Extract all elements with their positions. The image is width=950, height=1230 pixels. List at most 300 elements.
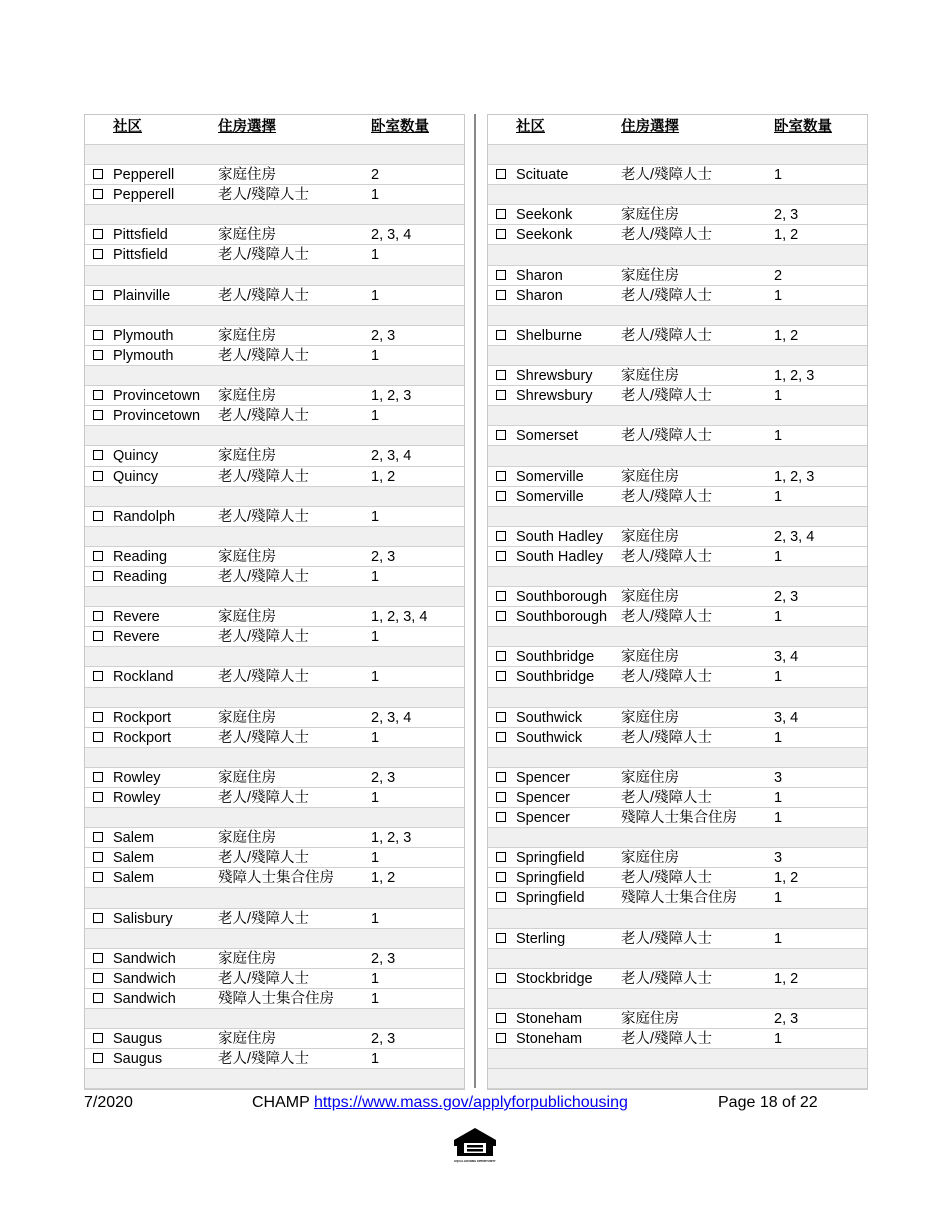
spacer-row	[488, 949, 867, 969]
town-name: Pittsfield	[113, 247, 168, 264]
checkbox[interactable]	[93, 792, 103, 802]
bedroom-count: 2, 3, 4	[774, 528, 815, 545]
bedroom-count: 1, 2, 3	[371, 388, 412, 405]
bedroom-count: 2, 3	[371, 1031, 396, 1048]
bedroom-count: 1	[774, 609, 783, 626]
bedroom-count: 3, 4	[774, 649, 799, 666]
checkbox[interactable]	[496, 390, 506, 400]
checkbox[interactable]	[496, 611, 506, 621]
table-row	[85, 627, 464, 647]
checkbox[interactable]	[496, 290, 506, 300]
table-row	[488, 728, 867, 748]
bedroom-count: 2, 3, 4	[371, 227, 412, 244]
bedroom-count: 1	[371, 970, 380, 987]
housing-type: 老人/殘障人士	[621, 790, 713, 806]
housing-type: 老人/殘障人士	[621, 327, 713, 344]
town-name: Plymouth	[113, 327, 174, 344]
housing-type: 家庭住房	[621, 528, 679, 545]
bedroom-count: 1	[774, 890, 783, 907]
table-row	[488, 326, 867, 346]
checkbox[interactable]	[93, 611, 103, 621]
bedroom-count: 2, 3	[371, 950, 396, 967]
checkbox[interactable]	[496, 229, 506, 239]
checkbox[interactable]	[496, 812, 506, 822]
bedroom-count: 1	[774, 488, 783, 505]
table-row	[85, 989, 464, 1009]
checkbox[interactable]	[93, 471, 103, 481]
checkbox[interactable]	[93, 290, 103, 300]
housing-type: 老人/殘障人士	[621, 388, 713, 405]
housing-type: 老人/殘障人士	[621, 428, 713, 445]
table-row	[488, 467, 867, 487]
bedroom-count: 1	[774, 548, 783, 565]
bedroom-count: 1	[774, 428, 783, 445]
bedroom-count: 1, 2	[774, 327, 799, 344]
housing-type: 家庭住房	[218, 327, 276, 344]
checkbox[interactable]	[496, 973, 506, 983]
town-name: Sandwich	[113, 990, 176, 1007]
housing-type: 老人/殘障人士	[218, 568, 310, 585]
bedroom-count: 1, 2, 3, 4	[371, 609, 428, 626]
bedroom-count: 1, 2	[371, 870, 396, 887]
town-name: Springfield	[516, 890, 585, 907]
housing-type: 老人/殘障人士	[218, 850, 310, 867]
page-number: Page 18 of 22	[718, 1094, 818, 1111]
bedroom-count: 1	[371, 568, 380, 585]
town-name: Southborough	[516, 609, 608, 626]
table-row	[488, 969, 867, 989]
town-name: Stoneham	[516, 1011, 583, 1028]
town-name: Pittsfield	[113, 227, 168, 244]
bedroom-count: 1	[774, 790, 783, 806]
spacer-row	[488, 828, 867, 848]
checkbox[interactable]	[496, 933, 506, 943]
housing-type: 老人/殘障人士	[621, 669, 713, 686]
town-name: Salisbury	[113, 910, 173, 927]
checkbox[interactable]	[93, 1053, 103, 1063]
checkbox[interactable]	[496, 491, 506, 501]
checkbox[interactable]	[93, 551, 103, 561]
table-row	[85, 788, 464, 808]
town-name: Revere	[113, 609, 160, 626]
town-name: Shrewsbury	[516, 388, 593, 405]
table-row	[488, 808, 867, 828]
town-name: Somerville	[516, 468, 584, 485]
table-row	[488, 1029, 867, 1049]
housing-type: 老人/殘障人士	[621, 488, 713, 505]
spacer-row	[85, 306, 464, 326]
town-name: Randolph	[113, 508, 176, 525]
checkbox[interactable]	[93, 732, 103, 742]
table-row	[488, 386, 867, 406]
table-row	[85, 949, 464, 969]
town-name: Spencer	[516, 769, 571, 786]
checkbox[interactable]	[93, 169, 103, 179]
checkbox[interactable]	[93, 249, 103, 259]
checkbox[interactable]	[496, 712, 506, 722]
checkbox[interactable]	[93, 410, 103, 420]
housing-type: 殘障人士集合住房	[621, 810, 737, 827]
town-name: Plainville	[113, 287, 171, 304]
housing-type: 家庭住房	[218, 830, 276, 847]
table-row	[85, 708, 464, 728]
town-name: South Hadley	[516, 528, 604, 545]
housing-type: 老人/殘障人士	[218, 790, 310, 806]
spacer-row	[85, 808, 464, 828]
town-name: Sandwich	[113, 950, 176, 967]
checkbox[interactable]	[93, 390, 103, 400]
spacer-row	[488, 748, 867, 768]
housing-type: 殘障人士集合住房	[218, 990, 334, 1007]
spacer-row	[488, 989, 867, 1009]
spacer-row	[488, 507, 867, 527]
bedroom-count: 1, 2, 3	[371, 830, 412, 847]
checkbox[interactable]	[496, 591, 506, 601]
checkbox[interactable]	[93, 993, 103, 1003]
table-row	[85, 446, 464, 466]
bedroom-count: 2, 3	[371, 327, 396, 344]
table-row	[488, 527, 867, 547]
checkbox[interactable]	[93, 189, 103, 199]
housing-type: 家庭住房	[218, 709, 276, 726]
town-name: Spencer	[516, 790, 571, 806]
table-row	[488, 1009, 867, 1029]
table-row	[488, 788, 867, 808]
checkbox[interactable]	[496, 651, 506, 661]
housing-type: 家庭住房	[218, 167, 276, 184]
checkbox[interactable]	[496, 792, 506, 802]
equal-housing-opportunity-icon	[451, 1126, 499, 1166]
checkbox[interactable]	[496, 671, 506, 681]
bedroom-count: 1	[371, 990, 380, 1007]
housing-type: 殘障人士集合住房	[621, 890, 737, 907]
table-row	[488, 587, 867, 607]
housing-type: 老人/殘障人士	[218, 629, 310, 646]
spacer-row	[488, 245, 867, 265]
checkbox[interactable]	[496, 852, 506, 862]
table-row	[488, 266, 867, 286]
table-row	[85, 245, 464, 265]
bedroom-count: 1, 2	[774, 227, 799, 244]
bedroom-count: 1, 2	[371, 468, 396, 485]
table-row	[85, 1049, 464, 1069]
town-name: Sharon	[516, 287, 563, 304]
housing-type: 家庭住房	[218, 950, 276, 967]
bedroom-count: 1	[371, 187, 380, 204]
checkbox[interactable]	[496, 169, 506, 179]
town-name: Sandwich	[113, 970, 176, 987]
bedroom-count: 1	[371, 729, 380, 746]
spacer-row	[85, 266, 464, 286]
bedroom-count: 1, 2	[774, 870, 799, 887]
table-row	[85, 346, 464, 366]
bedroom-count: 1	[774, 167, 783, 184]
housing-type: 老人/殘障人士	[218, 247, 310, 264]
table-row	[85, 728, 464, 748]
column-divider	[474, 114, 476, 1088]
town-name: Rowley	[113, 790, 161, 806]
checkbox[interactable]	[93, 772, 103, 782]
checkbox[interactable]	[93, 913, 103, 923]
table-row	[85, 848, 464, 868]
table-row	[85, 768, 464, 788]
checkbox[interactable]	[93, 350, 103, 360]
housing-type: 老人/殘障人士	[218, 347, 310, 364]
housing-type: 老人/殘障人士	[621, 167, 713, 184]
checkbox[interactable]	[93, 832, 103, 842]
bedroom-count: 1	[371, 790, 380, 806]
table-row	[488, 768, 867, 788]
spacer-row	[488, 346, 867, 366]
apply-link[interactable]: https://www.mass.gov/applyforpublichousing	[313, 1094, 628, 1111]
checkbox[interactable]	[93, 229, 103, 239]
housing-type: 老人/殘障人士	[218, 1051, 310, 1068]
town-name: Salem	[113, 870, 155, 887]
table-row	[85, 1029, 464, 1049]
table-row	[488, 165, 867, 185]
table-row	[85, 286, 464, 306]
footer-champ	[252, 1094, 628, 1112]
checkbox[interactable]	[496, 270, 506, 280]
table-row	[488, 205, 867, 225]
bedroom-count: 2	[774, 267, 783, 284]
town-name: Spencer	[516, 810, 571, 827]
spacer-row	[488, 306, 867, 326]
checkbox[interactable]	[496, 1033, 506, 1043]
housing-type: 老人/殘障人士	[621, 930, 713, 947]
spacer-row	[85, 205, 464, 225]
bedroom-count: 2	[371, 167, 380, 184]
checkbox[interactable]	[496, 531, 506, 541]
housing-type: 老人/殘障人士	[218, 187, 310, 204]
table-header	[85, 115, 464, 145]
housing-type: 家庭住房	[621, 769, 679, 786]
town-name: Provincetown	[113, 388, 201, 405]
town-name: Shrewsbury	[516, 368, 593, 385]
checkbox[interactable]	[93, 450, 103, 460]
checkbox[interactable]	[93, 953, 103, 963]
town-name: Seekonk	[516, 207, 573, 224]
table-row	[488, 547, 867, 567]
bedroom-count: 2, 3	[774, 589, 799, 606]
checkbox[interactable]	[93, 852, 103, 862]
checkbox[interactable]	[496, 732, 506, 742]
checkbox[interactable]	[496, 892, 506, 902]
spacer-row	[488, 446, 867, 466]
housing-type: 老人/殘障人士	[621, 870, 713, 887]
header-bedrooms: 卧室数量	[774, 119, 832, 135]
spacer-row	[488, 1069, 867, 1089]
table-row	[85, 969, 464, 989]
housing-type: 老人/殘障人士	[218, 408, 310, 425]
housing-type: 家庭住房	[218, 609, 276, 626]
spacer-row	[85, 929, 464, 949]
checkbox[interactable]	[496, 330, 506, 340]
bedroom-count: 1, 2	[774, 970, 799, 987]
header-community: 社区	[516, 119, 545, 135]
bedroom-count: 1, 2, 3	[774, 368, 815, 385]
right-table-body	[488, 145, 867, 1089]
housing-type: 家庭住房	[621, 649, 679, 666]
checkbox[interactable]	[93, 631, 103, 641]
checkbox[interactable]	[93, 330, 103, 340]
checkbox[interactable]	[93, 712, 103, 722]
town-name: Plymouth	[113, 347, 174, 364]
header-housing: 住房選擇	[218, 119, 276, 135]
housing-type: 老人/殘障人士	[218, 970, 310, 987]
table-row	[488, 286, 867, 306]
header-bedrooms: 卧室数量	[371, 119, 429, 135]
table-row	[85, 185, 464, 205]
checkbox[interactable]	[496, 1013, 506, 1023]
housing-type: 老人/殘障人士	[218, 508, 310, 525]
bedroom-count: 1	[774, 930, 783, 947]
town-name: Springfield	[516, 870, 585, 887]
bedroom-count: 1	[774, 388, 783, 405]
town-name: Rockport	[113, 729, 172, 746]
town-name: Salem	[113, 850, 155, 867]
table-row	[488, 487, 867, 507]
table-row	[85, 547, 464, 567]
town-name: Southwick	[516, 729, 583, 746]
town-name: Somerset	[516, 428, 579, 445]
bedroom-count: 1	[774, 669, 783, 686]
housing-type: 家庭住房	[621, 1011, 679, 1028]
table-row	[488, 848, 867, 868]
town-name: Saugus	[113, 1051, 163, 1068]
checkbox[interactable]	[496, 872, 506, 882]
bedroom-count: 1	[371, 347, 380, 364]
checkbox[interactable]	[496, 551, 506, 561]
bedroom-count: 2, 3	[371, 548, 396, 565]
spacer-row	[488, 627, 867, 647]
table-row	[488, 426, 867, 446]
spacer-row	[85, 1069, 464, 1089]
checkbox[interactable]	[93, 872, 103, 882]
housing-type: 老人/殘障人士	[218, 729, 310, 746]
table-row	[85, 567, 464, 587]
housing-type: 老人/殘障人士	[621, 287, 713, 304]
table-row	[85, 467, 464, 487]
spacer-row	[488, 688, 867, 708]
checkbox[interactable]	[496, 209, 506, 219]
housing-type: 家庭住房	[621, 468, 679, 485]
bedroom-count: 3	[774, 769, 783, 786]
spacer-row	[488, 185, 867, 205]
town-name: Quincy	[113, 448, 159, 465]
table-row	[488, 647, 867, 667]
table-row	[85, 326, 464, 346]
header-housing: 住房選擇	[621, 119, 679, 135]
bedroom-count: 1	[371, 910, 380, 927]
table-row	[488, 366, 867, 386]
checkbox[interactable]	[93, 571, 103, 581]
left-table	[84, 114, 465, 1090]
bedroom-count: 2, 3, 4	[371, 448, 412, 465]
checkbox[interactable]	[93, 1033, 103, 1043]
table-row	[85, 386, 464, 406]
town-name: Provincetown	[113, 408, 201, 425]
table-row	[488, 607, 867, 627]
spacer-row	[488, 1049, 867, 1069]
town-name: Sharon	[516, 267, 563, 284]
bedroom-count: 1	[774, 810, 783, 827]
right-table	[487, 114, 868, 1090]
town-name: Rockport	[113, 709, 172, 726]
town-name: Pepperell	[113, 187, 175, 204]
table-row	[85, 828, 464, 848]
table-row	[85, 225, 464, 245]
housing-type: 家庭住房	[621, 589, 679, 606]
bedroom-count: 1	[371, 1051, 380, 1068]
checkbox[interactable]	[496, 430, 506, 440]
table-row	[85, 507, 464, 527]
housing-type: 家庭住房	[218, 227, 276, 244]
spacer-row	[85, 527, 464, 547]
town-name: Scituate	[516, 167, 569, 184]
spacer-row	[488, 145, 867, 165]
spacer-row	[85, 688, 464, 708]
table-row	[85, 868, 464, 888]
checkbox[interactable]	[496, 370, 506, 380]
town-name: Southwick	[516, 709, 583, 726]
bedroom-count: 1	[371, 287, 380, 304]
table-row	[488, 929, 867, 949]
table-row	[488, 667, 867, 687]
checkbox[interactable]	[93, 511, 103, 521]
bedroom-count: 3	[774, 850, 783, 867]
checkbox[interactable]	[496, 772, 506, 782]
bedroom-count: 1	[774, 1031, 783, 1048]
housing-type: 老人/殘障人士	[621, 1031, 713, 1048]
housing-type: 老人/殘障人士	[621, 548, 713, 565]
housing-type: 家庭住房	[621, 709, 679, 726]
checkbox[interactable]	[496, 471, 506, 481]
housing-type: 家庭住房	[621, 267, 679, 284]
bedroom-count: 1	[774, 287, 783, 304]
table-row	[488, 225, 867, 245]
town-name: Rowley	[113, 769, 161, 786]
town-name: Saugus	[113, 1031, 163, 1048]
town-name: Reading	[113, 548, 168, 565]
town-name: Shelburne	[516, 327, 583, 344]
housing-type: 家庭住房	[218, 448, 276, 465]
town-name: Somerville	[516, 488, 584, 505]
checkbox[interactable]	[93, 671, 103, 681]
bedroom-count: 1, 2, 3	[774, 468, 815, 485]
spacer-row	[488, 567, 867, 587]
town-name: Salem	[113, 830, 155, 847]
housing-type: 老人/殘障人士	[218, 468, 310, 485]
housing-type: 家庭住房	[621, 850, 679, 867]
checkbox[interactable]	[93, 973, 103, 983]
housing-type: 老人/殘障人士	[218, 669, 310, 686]
town-name: Southbridge	[516, 669, 595, 686]
table-row	[488, 708, 867, 728]
housing-type: 老人/殘障人士	[621, 729, 713, 746]
town-name: South Hadley	[516, 548, 604, 565]
bedroom-count: 1	[371, 850, 380, 867]
spacer-row	[85, 748, 464, 768]
spacer-row	[85, 426, 464, 446]
left-table-body	[85, 145, 464, 1089]
spacer-row	[85, 888, 464, 908]
housing-type: 家庭住房	[621, 207, 679, 224]
table-row	[488, 888, 867, 908]
town-name: Pepperell	[113, 167, 175, 184]
bedroom-count: 2, 3, 4	[371, 709, 412, 726]
table-row	[85, 667, 464, 687]
